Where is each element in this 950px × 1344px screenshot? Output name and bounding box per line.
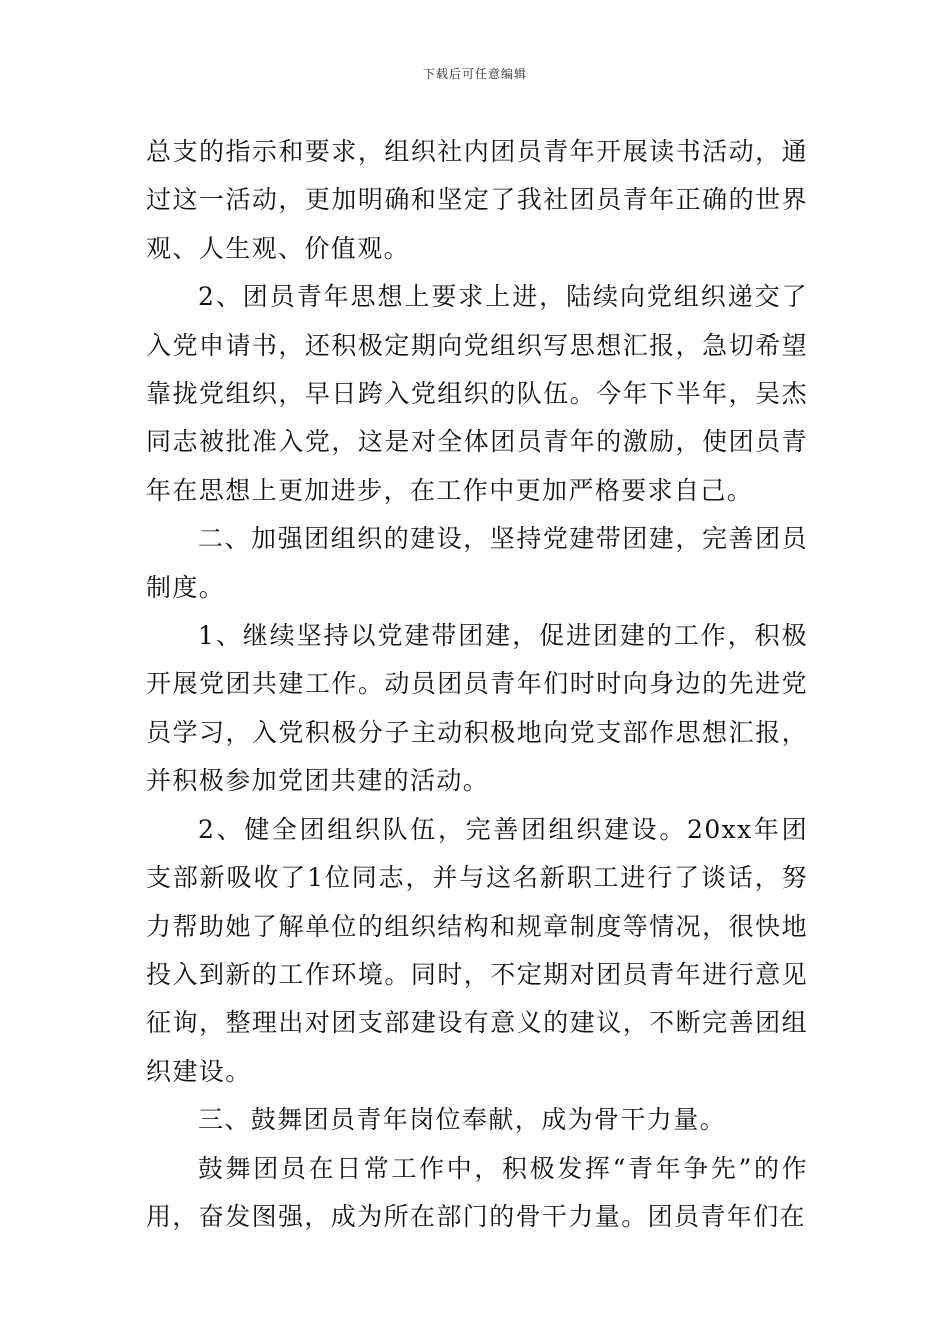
paragraph-party-league-building: 1、继续坚持以党建带团建，促进团建的工作，积极开展党团共建工作。动员团员青年们时时向身边的先进党员学习，入党积极分子主动积极地向党支部作思想汇报，并积极参加党团共建的活动。 — [146, 621, 808, 796]
document-body — [146, 128, 808, 1241]
section-heading-organization: 二、加强团组织的建设，坚持党建带团建，完善团员制度。 — [146, 524, 808, 602]
paragraph-party-application: 2、团员青年思想上要求上进，陆续向党组织递交了入党申请书，还积极定期向党组织写思想汇报，急切希望靠拢党组织，早日跨入党组织的队伍。今年下半年，吴杰同志被批准入党，这是对全体团员青年的激励，使团员青年在思想上更加进步，在工作中更加严格要求自己。 — [146, 282, 808, 505]
paragraph-youth-pioneer: 鼓舞团员在日常工作中，积极发挥“青年争先”的作用，奋发图强，成为所在部门的骨干力量。团员青年们在 — [146, 1153, 808, 1231]
section-heading-dedication: 三、鼓舞团员青年岗位奉献，成为骨干力量。 — [198, 1105, 727, 1135]
page-header-note: 下载后可任意编辑 — [422, 67, 527, 81]
paragraph-worldview: 总支的指示和要求，组织社内团员青年开展读书活动，通过这一活动，更加明确和坚定了我社团员青年正确的世界观、人生观、价值观。 — [146, 137, 808, 263]
paragraph-team-construction: 2、健全团组织队伍，完善团组织建设。20xx年团支部新吸收了1位同志，并与这名新职工进行了谈话，努力帮助她了解单位的组织结构和规章制度等情况，很快地投入到新的工作环境。同时，不定期对团员青年进行意见征询，整理出对团支部建设有意义的建议，不断完善团组织建设。 — [146, 814, 808, 1086]
